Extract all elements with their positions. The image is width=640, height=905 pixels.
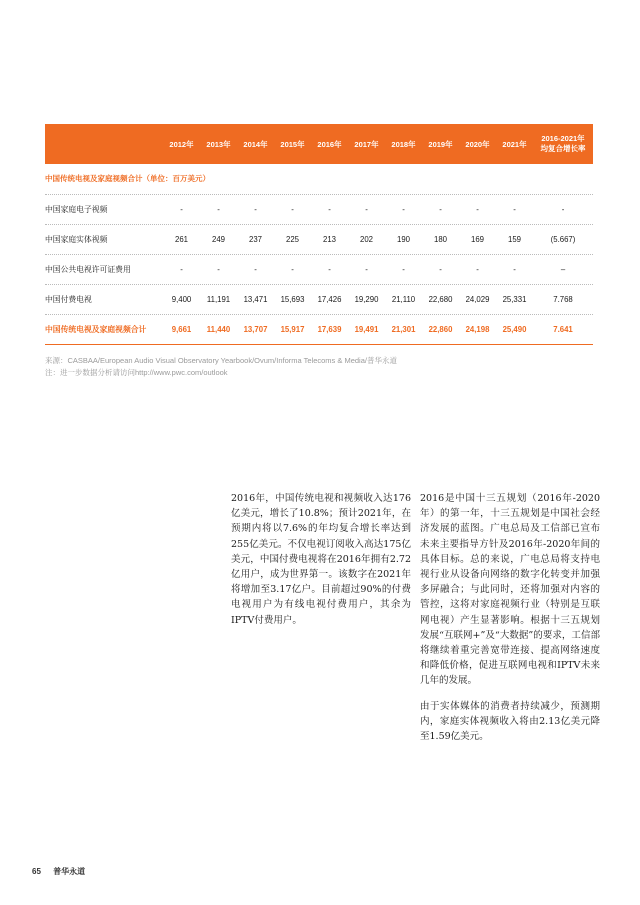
cell: 11,191 [206,295,231,304]
total-cell: 11,440 [206,325,231,334]
cell: 261 [174,235,188,244]
cagr-cell: (5.667) [550,235,576,244]
cell: 17,426 [317,295,342,304]
header-year: 2016年 [317,139,342,149]
cell: 180 [433,235,447,244]
total-cell: 25,490 [502,325,527,334]
cell: 169 [470,235,484,244]
cell: 25,331 [502,295,527,304]
page-number: 65 [32,867,41,876]
total-cell: 17,639 [317,325,342,334]
header-year: 2013年 [206,139,231,149]
cell: 237 [248,235,262,244]
cell: 21,110 [391,295,416,304]
table-row [45,255,593,285]
total-cell: 22,860 [428,325,453,334]
header-year: 2021年 [502,139,527,149]
cell: - [217,265,220,274]
cell: - [180,265,183,274]
cell: 190 [396,235,410,244]
body-paragraph: 2016年，中国传统电视和视频收入达176亿美元，增长了10.8%；预计2021年，在预期内将以7.6%的年均复合增长率达到255亿美元。不仅电视订阅收入高达175亿美元，中国付费电视将在2016年拥有2.72亿用户，成为世界第一。该数字在2021年将增加至3.17亿户。目前超过90%的付费电视用户为有线电视付费用户，其余为IPTV付费用户。 [231,493,411,626]
page-footer [32,866,85,877]
cagr-cell: - [561,205,565,214]
header-cagr [533,134,593,154]
row-label: 中国家庭电子视频 [45,205,108,214]
total-cell: 21,301 [391,325,416,334]
cell: - [291,265,294,274]
cell: - [217,205,220,214]
cell: - [328,205,331,214]
data-table [45,124,593,345]
cell: 15,693 [280,295,305,304]
total-cell: 24,198 [465,325,490,334]
cell: - [476,265,479,274]
table-row [45,225,593,255]
cell: - [513,205,516,214]
cell: 19,290 [354,295,379,304]
header-year: 2019年 [428,139,453,149]
cell: - [291,205,294,214]
publisher-name: 普华永道 [53,867,86,876]
total-cell: 15,917 [280,325,305,334]
header-year: 2017年 [354,139,379,149]
total-cell: 19,491 [354,325,379,334]
cell: - [180,205,183,214]
row-label: 中国公共电视许可证费用 [45,265,131,274]
header-cagr-line1: 2016-2021年 [541,134,585,143]
header-cagr-line2: 均复合增长率 [540,144,586,153]
cell: - [513,265,516,274]
body-column-right [420,491,600,754]
cell: 13,471 [243,295,268,304]
cell: - [402,205,405,214]
cell: 159 [507,235,521,244]
note-line: 注：进一步数据分析请访问http://www.pwc.com/outlook [45,368,228,377]
header-year: 2012年 [169,139,194,149]
body-paragraph: 2016是中国十三五规划（2016年-2020年）的第一年，十三五规划是中国社会经济发展的蓝图。广电总局及工信部已宣布未来主要指导方针及2016年-2020年间的具体目标。总的来说，广电总局将支持电视行业从设备向网络的数字化转变并加强多屏融合；与此同时，还将加强对内容的管控，这将对家庭视频行业（特别是互联网电视）产生显著影响。根据十三五规划发展“互联网+”及“大数据”的要求，工信部将继续着重完善宽带连接、提高网络速度和降低价格，促进互联网电视和IPTV未来几年的发展。 [420,493,600,687]
cell: - [254,265,257,274]
cell: - [439,265,442,274]
table-row [45,285,593,315]
row-label: 中国家庭实体视频 [45,235,108,244]
row-label: 中国付费电视 [45,295,92,304]
total-label: 中国传统电视及家庭视频合计 [45,325,147,334]
cell: - [254,205,257,214]
total-cagr-cell: 7.641 [553,325,573,334]
cell: - [439,205,442,214]
cell: - [328,265,331,274]
table-section-title: 中国传统电视及家庭视频合计（单位：百万美元） [45,164,593,195]
cell: 9,400 [171,295,192,304]
table-total-row [45,315,593,345]
header-year: 2018年 [391,139,416,149]
cell: - [365,265,368,274]
cell: 202 [359,235,373,244]
body-paragraph: 由于实体媒体的消费者持续减少，预测期内，家庭实体视频收入将由2.13亿美元降至1.59亿美元。 [420,700,600,743]
table-header-row [45,124,593,164]
cagr-cell: 7.768 [553,295,573,304]
cell: 225 [285,235,299,244]
table-row [45,195,593,225]
cell: 249 [211,235,225,244]
total-cell: 9,661 [171,325,192,334]
cell: - [365,205,368,214]
cell: 24,029 [465,295,490,304]
cell: 213 [322,235,336,244]
cell: 22,680 [428,295,453,304]
cell: - [476,205,479,214]
body-column-left [231,491,411,638]
source-line: 来源：CASBAA/European Audio Visual Observatory Yearbook/Ovum/Informa Telecoms & Media/普华永道 [45,356,397,365]
total-cell: 13,707 [243,325,268,334]
header-year: 2014年 [243,139,268,149]
header-year: 2020年 [465,139,490,149]
header-year: 2015年 [280,139,305,149]
cell: - [402,265,405,274]
cagr-cell: – [560,265,566,274]
source-note [45,355,397,379]
